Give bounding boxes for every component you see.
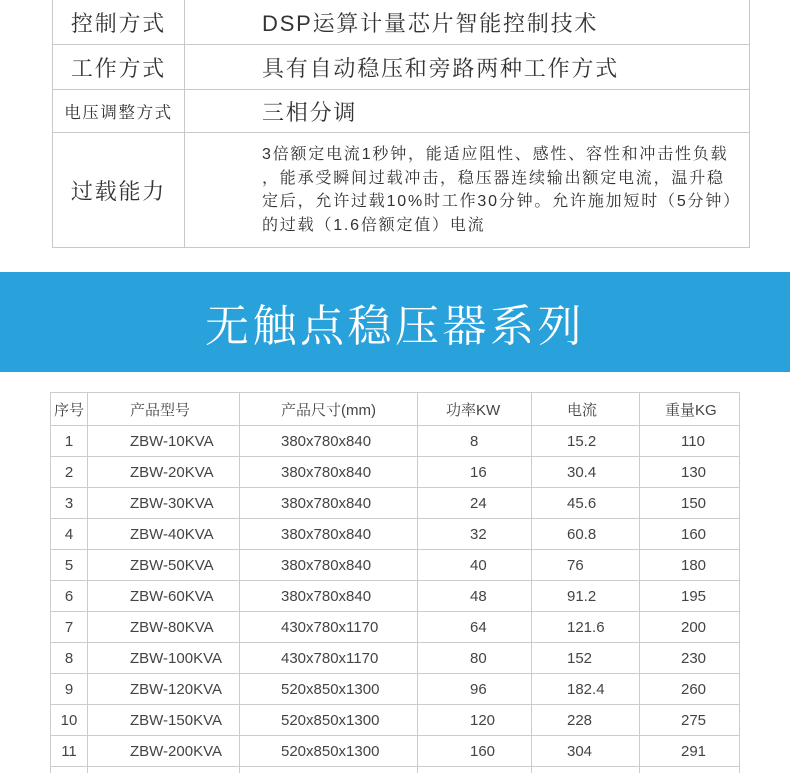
table-row (51, 519, 740, 550)
spec-label: 控制方式 (53, 0, 185, 44)
cell-power: 48 (418, 581, 532, 612)
table-cell (51, 767, 88, 773)
cell-power: 8 (418, 426, 532, 457)
cell-weight: 160 (640, 519, 740, 550)
cell-size: 430x780x1170 (240, 643, 418, 674)
cell-size: 520x850x1300 (240, 674, 418, 705)
cell-index: 2 (51, 457, 88, 488)
spec-value-line: ，能承受瞬间过载冲击，稳压器连续输出额定电流，温升稳 (262, 169, 725, 187)
cell-size: 520x850x1300 (240, 736, 418, 767)
cell-model: ZBW-200KVA (88, 736, 240, 767)
cell-current: 60.8 (532, 519, 640, 550)
cell-current: 91.2 (532, 581, 640, 612)
table-row (51, 426, 740, 457)
cell-size: 380x780x840 (240, 457, 418, 488)
header-cell-size: 产品尺寸(mm) (240, 393, 418, 426)
cell-weight: 230 (640, 643, 740, 674)
cell-model: ZBW-40KVA (88, 519, 240, 550)
cell-index: 8 (51, 643, 88, 674)
header-cell-index: 序号 (51, 393, 88, 426)
cell-weight: 275 (640, 705, 740, 736)
table-row (51, 550, 740, 581)
cell-size: 380x780x840 (240, 550, 418, 581)
cell-power: 16 (418, 457, 532, 488)
cell-weight: 180 (640, 550, 740, 581)
cell-power: 160 (418, 736, 532, 767)
spec-value-line: 定后，允许过载10%时工作30分钟。允许施加短时（5分钟） (262, 193, 741, 210)
table-cell (418, 767, 532, 773)
cell-power: 120 (418, 705, 532, 736)
table-row (51, 612, 740, 643)
cell-model: ZBW-20KVA (88, 457, 240, 488)
cell-index: 7 (51, 612, 88, 643)
spec-row-control-mode (53, 0, 749, 45)
cell-current: 152 (532, 643, 640, 674)
cell-size: 380x780x840 (240, 581, 418, 612)
spec-row-work-mode (53, 45, 749, 90)
table-cell (640, 767, 740, 773)
cell-size: 380x780x840 (240, 519, 418, 550)
table-cell (532, 767, 640, 773)
cell-weight: 150 (640, 488, 740, 519)
cell-power: 64 (418, 612, 532, 643)
cell-power: 96 (418, 674, 532, 705)
spec-row-voltage-adjust (53, 90, 749, 133)
table-cell (88, 767, 240, 773)
header-cell-model: 产品型号 (88, 393, 240, 426)
table-row-partial (51, 767, 740, 773)
cell-power: 32 (418, 519, 532, 550)
product-table (50, 392, 740, 773)
table-row (51, 488, 740, 519)
spec-value-line: 的过载（1.6倍额定值）电流 (262, 216, 486, 234)
cell-index: 9 (51, 674, 88, 705)
cell-index: 1 (51, 426, 88, 457)
cell-current: 76 (532, 550, 640, 581)
cell-current: 30.4 (532, 457, 640, 488)
cell-model: ZBW-150KVA (88, 705, 240, 736)
table-row (51, 674, 740, 705)
spec-row-overload (53, 133, 749, 248)
cell-current: 304 (532, 736, 640, 767)
header-cell-power: 功率KW (418, 393, 532, 426)
cell-index: 10 (51, 705, 88, 736)
cell-weight: 130 (640, 457, 740, 488)
table-row (51, 457, 740, 488)
cell-current: 45.6 (532, 488, 640, 519)
header-cell-current: 电流 (532, 393, 640, 426)
spec-value-line: 3倍额定电流1秒钟，能适应阻性、感性、容性和冲击性负载 (262, 146, 729, 163)
spec-value: 三相分调 (262, 99, 358, 125)
table-row (51, 736, 740, 767)
cell-current: 182.4 (532, 674, 640, 705)
cell-model: ZBW-60KVA (88, 581, 240, 612)
cell-size: 430x780x1170 (240, 612, 418, 643)
spec-value-multiline (185, 133, 749, 247)
cell-weight: 291 (640, 736, 740, 767)
cell-size: 380x780x840 (240, 488, 418, 519)
cell-index: 4 (51, 519, 88, 550)
cell-power: 40 (418, 550, 532, 581)
cell-model: ZBW-10KVA (88, 426, 240, 457)
table-row (51, 705, 740, 736)
cell-weight: 260 (640, 674, 740, 705)
cell-power: 80 (418, 643, 532, 674)
table-row (51, 581, 740, 612)
table-header-row (51, 393, 740, 426)
spec-label: 过载能力 (53, 133, 185, 247)
table-cell (240, 767, 418, 773)
cell-power: 24 (418, 488, 532, 519)
spec-label: 电压调整方式 (53, 90, 185, 132)
series-banner (0, 272, 790, 372)
cell-weight: 110 (640, 426, 740, 457)
cell-current: 228 (532, 705, 640, 736)
cell-model: ZBW-80KVA (88, 612, 240, 643)
table-body (51, 426, 740, 767)
cell-current: 15.2 (532, 426, 640, 457)
cell-model: ZBW-100KVA (88, 643, 240, 674)
cell-model: ZBW-50KVA (88, 550, 240, 581)
cell-model: ZBW-120KVA (88, 674, 240, 705)
cell-size: 380x780x840 (240, 426, 418, 457)
banner-title: 无触点稳压器系列 (205, 302, 585, 351)
cell-size: 520x850x1300 (240, 705, 418, 736)
cell-index: 5 (51, 550, 88, 581)
cell-weight: 195 (640, 581, 740, 612)
table-row (51, 643, 740, 674)
spec-value: DSP运算计量芯片智能控制技术 (262, 10, 599, 36)
cell-current: 121.6 (532, 612, 640, 643)
header-cell-weight: 重量KG (640, 393, 740, 426)
cell-index: 6 (51, 581, 88, 612)
cell-index: 11 (51, 736, 88, 767)
cell-index: 3 (51, 488, 88, 519)
spec-table (52, 0, 750, 248)
cell-model: ZBW-30KVA (88, 488, 240, 519)
spec-label: 工作方式 (53, 45, 185, 89)
cell-weight: 200 (640, 612, 740, 643)
spec-value: 具有自动稳压和旁路两种工作方式 (262, 55, 620, 81)
